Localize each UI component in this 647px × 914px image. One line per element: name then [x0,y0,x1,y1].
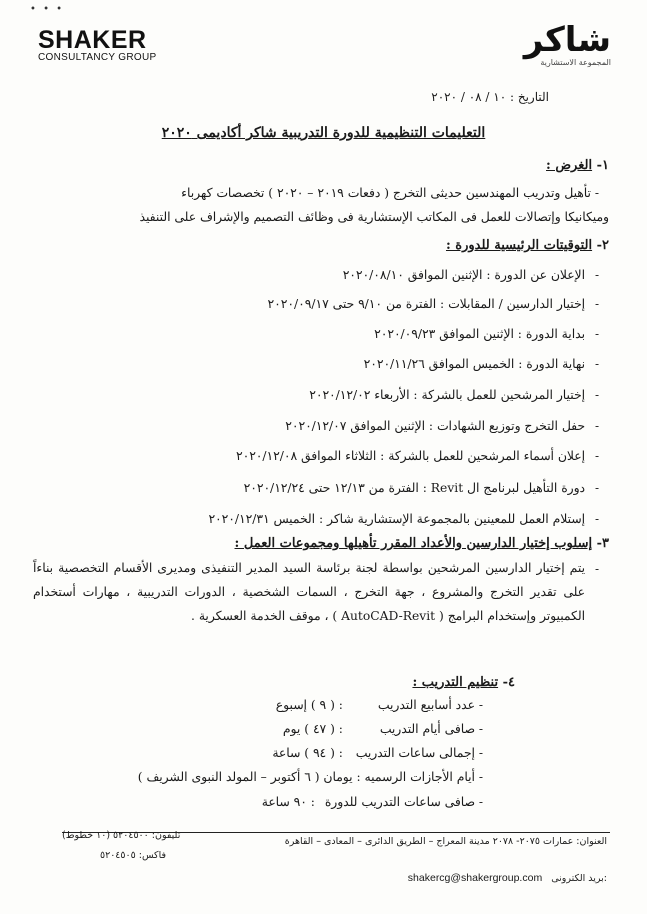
training-value: : ( ٩ ) إسبوع [275,698,343,712]
section-3-heading [235,536,609,551]
footer-email-label: بريد الكترونى: [551,873,607,884]
footer-email[interactable]: shakercg@shakergroup.com [407,872,543,884]
section-1-line-1: - تأهيل وتدريب المهندسين حديثى التخرج ( دفعات ٢٠١٩ – ٢٠٢٠ ) تخصصات كهرباء [181,186,599,200]
section-number: ٣- [596,536,609,551]
document-date: التاريخ : ١٠ / ٠٨ / ٢٠٢٠ [431,90,549,104]
section-title: الغرض : [546,158,593,173]
training-item: - صافى ساعات التدريب للدورة: ٩٠ ساعة [261,795,483,809]
document-page: • • • SHAKER CONSULTANCY GROUP شاكر المجموعة الاستشارية التاريخ : ١٠ / ٠٨ / ٢٠٢٠ التعليمات التنظيمية للدورة التدريبية شاكر أكاديمى ٢٠٢٠ ١- الغرض : - تأهيل وتدريب المهندسين حديثى التخرج ( دفعات ٢٠١٩ – ٢٠٢٠ ) تخصصات كهرباء وميكانيكا وإتصالات للعمل فى المكاتب الإستشارية فى وظائف التصميم والإشراف على التنفيذ ٢- التوقيتات الرئيسية للدورة : - الإعلان عن الدورة : الإثنين الموافق ٢٠٢٠/٠٨/١٠ - إختيار الدارسين / المقابلات : الفترة من ٩/١٠ حتى ٢٠٢٠/٠٩/١٧ - بداية الدورة : الإثنين الموافق ٢٠٢٠/٠٩/٢٣ - نهاية الدورة : الخميس الموافق ٢٠٢٠/١١/٢٦ - إختيار المرشحين للعمل بالشركة : الأربعاء ٢٠٢٠/١٢/٠٢ - حفل التخرج وتوزيع الشهادات : الإثنين الموافق ٢٠٢٠/١٢/٠٧ - إعلان أسماء المرشحين للعمل بالشركة : الثلاثاء الموافق ٢٠٢٠/١٢/٠٨ - دورة التأهيل لبرنامج ال Revit : الفترة من ١٢/١٣ حتى ٢٠٢٠/١٢/٢٤ - إستلام العمل للمعينين بالمجموعة الإستشارية شاكر : الخميس ٢٠٢٠/١٢/٣١ ٣- إسلوب إختيار الدارسين والأعداد المقرر تأهيلها ومجموعات العمل : - يتم إختيار الدارسين المرشحين بواسطة لجنة برئاسة السيد المدير التنفيذى ومديرى الأقسام التخصصية بناءاً على تقدير التخرج والمشروع ، جهة التخرج ، السمات الشخصية ، الدورات التدريبية ، مهارات أستخدام الكمبيوتر وإستخدام البرامج ( AutoCAD-Revit ) ، موقف الخدمة العسكرية . ٤- تنظيم التدريب : - عدد أسابيع التدريب: ( ٩ ) إسبوع - صافى أيام التدريب: ( ٤٧ ) يوم - إجمالى ساعات التدريب: ( ٩٤ ) ساعة - أيام الأجازات الرسميه : يومان ( ٦ أكتوبر – المولد النبوى الشريف ) - صافى ساعات التدريب للدورة: ٩٠ ساعة العنوان: عمارات ٢٠٧٥- ٢٠٧٨ مدينة المعراج – الطريق الدائرى – المعادى – القاهرة تليفون: ٥٢٠٤٥٠٠ (١٠ خطوط) فاكس: ٥٢٠٤٥٠٥ shakercg@shakergroup.com بريد الكترونى: [0,0,647,914]
logo-arabic-subtitle: المجموعة الاستشارية [540,58,611,67]
schedule-item: إستلام العمل للمعينين بالمجموعة الإستشارية شاكر : الخميس ٢٠٢٠/١٢/٣١ [208,512,585,526]
training-value: : ( ٩٤ ) ساعة [272,746,343,760]
schedule-item: دورة التأهيل لبرنامج ال Revit : الفترة من ١٢/١٣ حتى ٢٠٢٠/١٢/٢٤ [243,481,585,495]
section-4-heading [412,675,515,690]
logo-english [38,28,156,63]
training-item: - عدد أسابيع التدريب: ( ٩ ) إسبوع [275,698,483,712]
logo-english-name: SHAKER [38,26,147,54]
section-3-body: يتم إختيار الدارسين المرشحين بواسطة لجنة برئاسة السيد المدير التنفيذى ومديرى الأقسام التخصصية بناءاً على تقدير التخرج والمشروع ، جهة التخرج ، السمات الشخصية ، الدورات التدريبية ، مهارات أستخدام الكمبيوتر وإستخدام البرامج ( AutoCAD-Revit ) ، موقف الخدمة العسكرية . [33,561,585,623]
training-label: عدد أسابيع التدريب [377,698,475,712]
section-number: ١- [596,158,609,173]
training-label: إجمالى ساعات التدريب [355,746,475,760]
logo-english-subtitle: CONSULTANCY GROUP [38,52,157,63]
section-2-heading [446,238,609,253]
training-item: - أيام الأجازات الرسميه : يومان ( ٦ أكتوبر – المولد النبوى الشريف ) [137,770,483,784]
section-number: ٤- [502,675,515,690]
schedule-item: نهاية الدورة : الخميس الموافق ٢٠٢٠/١١/٢٦ [363,357,585,371]
training-value: : ٩٠ ساعة [261,795,315,809]
schedule-item: بداية الدورة : الإثنين الموافق ٢٠٢٠/٠٩/٢٣ [374,327,585,341]
training-value: : ( ٤٧ ) يوم [282,722,343,736]
section-title: إسلوب إختيار الدارسين والأعداد المقرر تأهيلها ومجموعات العمل : [234,536,593,551]
document-title: التعليمات التنظيمية للدورة التدريبية شاكر أكاديمى ٢٠٢٠ [161,125,486,141]
section-title: تنظيم التدريب : [412,675,499,690]
training-label: صافى أيام التدريب [379,722,475,736]
footer-address: العنوان: عمارات ٢٠٧٥- ٢٠٧٨ مدينة المعراج – الطريق الدائرى – المعادى – القاهرة [284,836,607,847]
training-value: : يومان ( ٦ أكتوبر – المولد النبوى الشريف ) [137,770,361,784]
schedule-item: إعلان أسماء المرشحين للعمل بالشركة : الثلاثاء الموافق ٢٠٢٠/١٢/٠٨ [235,449,585,463]
training-item: - صافى أيام التدريب: ( ٤٧ ) يوم [282,722,483,736]
section-number: ٢- [596,238,609,253]
footer-fax: فاكس: ٥٢٠٤٥٠٥ [100,850,167,861]
footer-email-row [408,872,607,884]
schedule-item: حفل التخرج وتوزيع الشهادات : الإثنين الموافق ٢٠٢٠/١٢/٠٧ [285,419,585,433]
training-item: - إجمالى ساعات التدريب: ( ٩٤ ) ساعة [272,746,483,760]
section-title: التوقيتات الرئيسية للدورة : [445,238,593,253]
training-label: أيام الأجازات الرسميه [364,770,475,784]
schedule-item: إختيار المرشحين للعمل بالشركة : الأربعاء ٢٠٢٠/١٢/٠٢ [309,388,585,402]
schedule-item: الإعلان عن الدورة : الإثنين الموافق ٢٠٢٠/٠٨/١٠ [342,268,585,282]
logo-arabic [524,22,611,67]
footer-phone: تليفون: ٥٢٠٤٥٠٠ (١٠ خطوط) [62,830,181,841]
corner-dots: • • • [30,4,65,15]
section-1-line-2: وميكانيكا وإتصالات للعمل فى المكاتب الإستشارية فى وظائف التصميم والإشراف على التنفيذ [139,210,609,224]
section-1-heading [546,158,609,173]
schedule-item: إختيار الدارسين / المقابلات : الفترة من ٩/١٠ حتى ٢٠٢٠/٠٩/١٧ [267,297,585,311]
training-label: صافى ساعات التدريب للدورة [324,795,475,809]
logo-arabic-name: شاكر [523,20,611,60]
